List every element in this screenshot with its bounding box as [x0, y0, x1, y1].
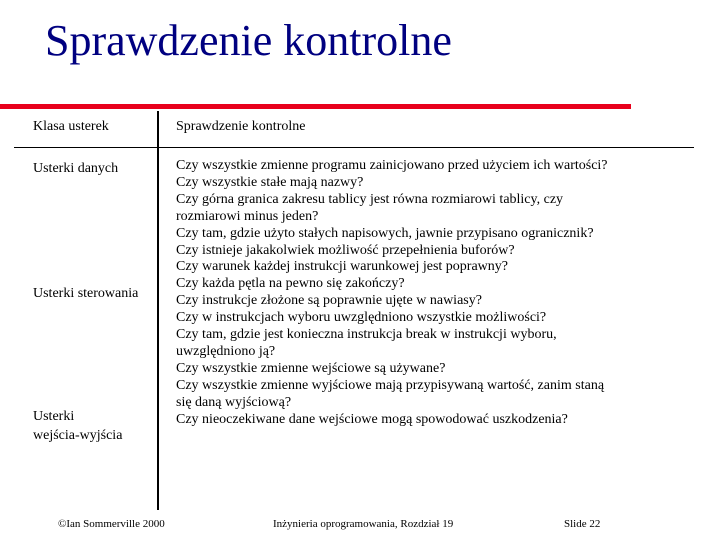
category-label: Usterki — [33, 409, 75, 424]
check-line: Czy warunek każdej instrukcji warunkowej jest poprawny? — [176, 259, 509, 275]
category-io-faults — [33, 407, 155, 445]
category-label-continued: wejścia-wyjścia — [33, 428, 123, 443]
check-line: rozmiarowi minus jeden? — [176, 208, 319, 224]
check-line: Czy nieoczekiwane dane wejściowe mogą spowodować uszkodzenia? — [176, 411, 568, 427]
category-control-faults — [33, 284, 155, 303]
check-line: Czy wszystkie zmienne wejściowe są używane? — [176, 360, 446, 376]
check-line: Czy tam, gdzie jest konieczna instrukcja break w instrukcji wyboru, — [176, 327, 557, 343]
header-category: Klasa usterek — [33, 119, 109, 134]
check-line: Czy instrukcje złożone są poprawnie ujęte w nawiasy? — [176, 293, 482, 309]
check-line: Czy w instrukcjach wyboru uwzględniono wszystkie możliwości? — [176, 310, 547, 326]
slide-title: Sprawdzenie kontrolne — [45, 16, 452, 65]
check-list — [176, 158, 686, 429]
header-divider — [14, 147, 694, 148]
footer-copyright: ©Ian Sommerville 2000 — [58, 518, 165, 530]
check-line: Czy górna granica zakresu tablicy jest równa rozmiarowi tablicy, czy — [176, 191, 564, 207]
check-line: Czy każda pętla na pewno się zakończy? — [176, 276, 405, 292]
check-line: Czy wszystkie stałe mają nazwy? — [176, 174, 364, 190]
check-line: Czy wszystkie zmienne programu zainicjowano przed użyciem ich wartości? — [176, 158, 608, 173]
category-data-faults — [33, 159, 155, 178]
title-underline — [0, 104, 631, 109]
category-label: Usterki danych — [33, 161, 119, 176]
check-line: Czy istnieje jakakolwiek możliwość przepełnienia buforów? — [176, 242, 515, 258]
check-line: Czy wszystkie zmienne wyjściowe mają przypisywaną wartość, zanim staną — [176, 377, 605, 393]
header-check: Sprawdzenie kontrolne — [176, 119, 306, 134]
column-divider — [157, 111, 159, 510]
footer-slide-number: Slide 22 — [564, 518, 601, 530]
category-label: Usterki sterowania — [33, 286, 139, 301]
footer-course: Inżynieria oprogramowania, Rozdział 19 — [273, 518, 454, 530]
check-line: uwzględniono ją? — [176, 343, 276, 359]
check-line: Czy tam, gdzie użyto stałych napisowych, jawnie przypisano ogranicznik? — [176, 225, 594, 241]
check-line: się daną wyjściową? — [176, 394, 292, 410]
